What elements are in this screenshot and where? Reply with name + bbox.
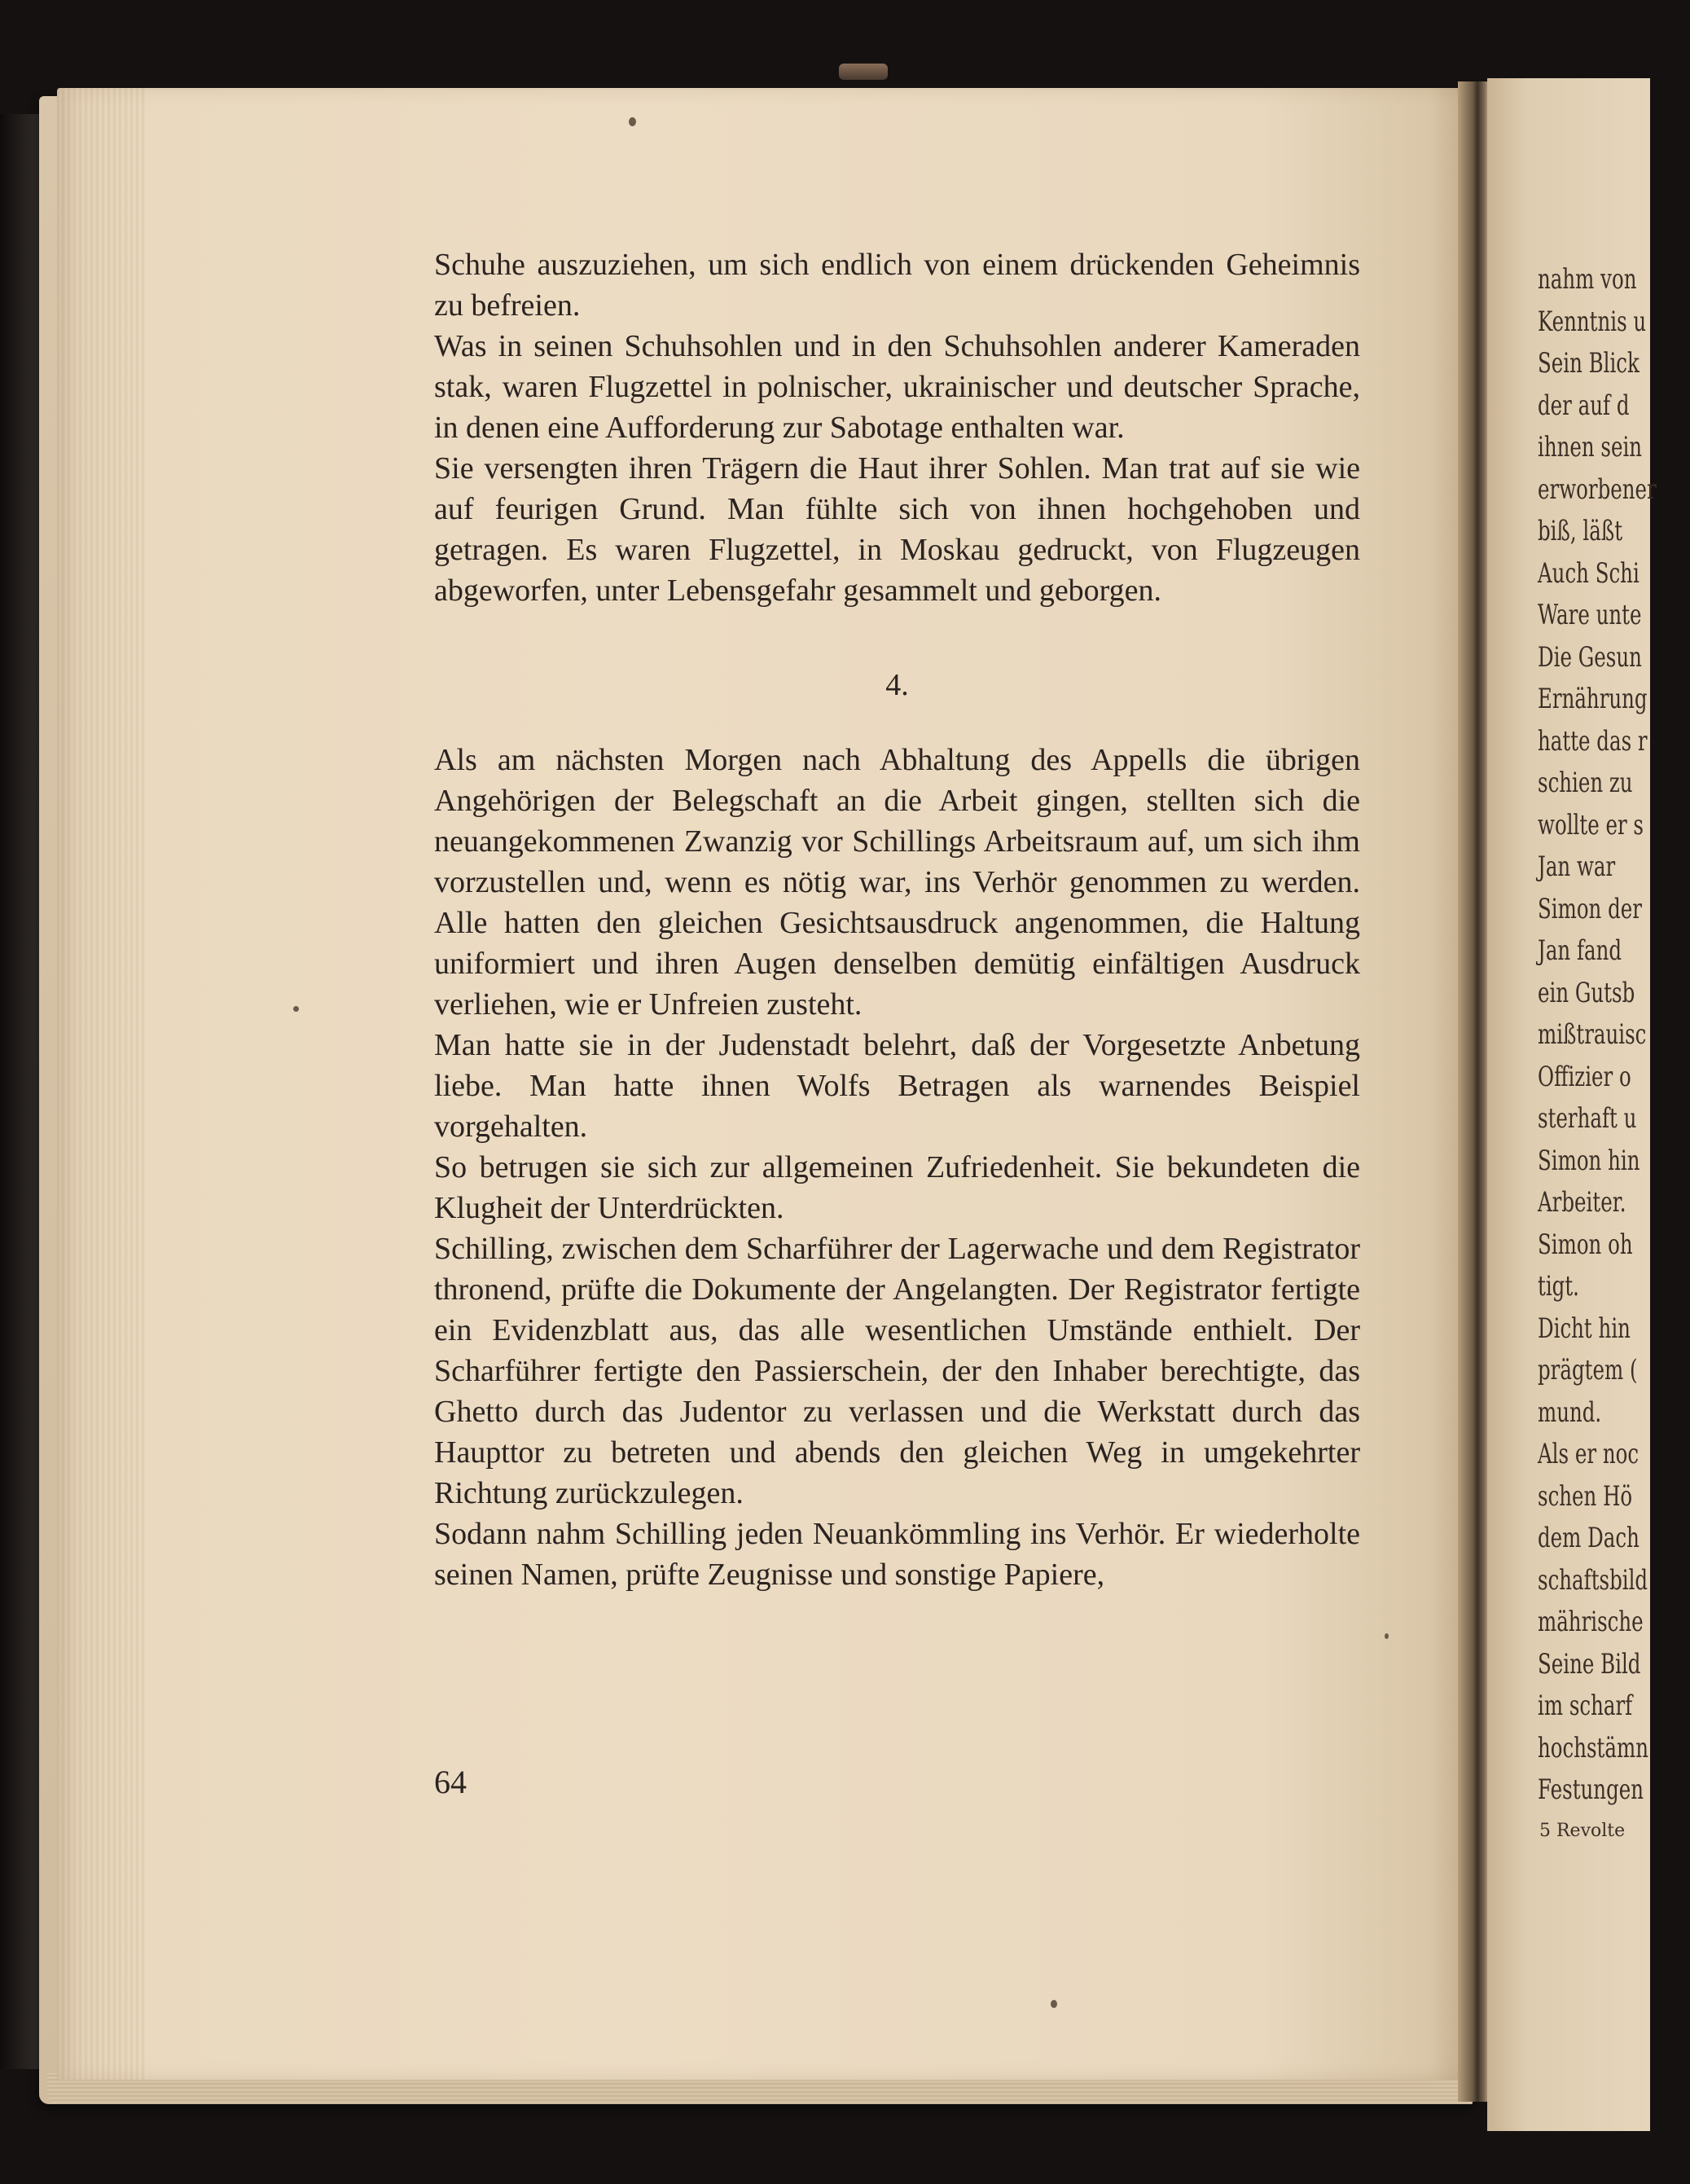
- facing-page-line: schen Hö: [1538, 1479, 1633, 1513]
- page-number: 64: [434, 1764, 467, 1800]
- facing-page-line: Arbeiter.: [1538, 1186, 1626, 1219]
- paragraph: Sodann nahm Schilling jeden Neuankömmling ins Verhör. Er wiederholte seinen Namen, prüfte Zeugnisse und sonstige Papiere,: [434, 1517, 1360, 1592]
- facing-page-line: Simon hin: [1538, 1144, 1640, 1177]
- facing-page-line: schaftsbild: [1538, 1563, 1648, 1597]
- facing-page-line: nahm von: [1538, 263, 1637, 296]
- facing-page-line: erworbener: [1538, 472, 1657, 506]
- paragraph: Schilling, zwischen dem Scharführer der Lagerwache und dem Registrator thronend, prüfte die Dokumente der Angelangten. Der Registrator fertigte ein Evidenzblatt aus, das alle wesentlichen Umstände enthielt. Der Scharführer fertigte den Passierschein, der den Inhaber berechtigte, das Ghetto durch das Judentor zu verlassen und die Werkstatt durch das Haupttor zu betreten und abends den gleichen Weg in umgekehrter Richtung zurückzulegen.: [434, 1232, 1360, 1510]
- facing-page-line: ihnen sein: [1538, 431, 1643, 464]
- section-number: 4.: [885, 668, 909, 702]
- facing-page-line: Festungen: [1538, 1773, 1644, 1806]
- paragraph: Sie versengten ihren Trägern die Haut ihrer Sohlen. Man trat auf sie wie auf feurigen Grund. Man fühlte sich von ihnen hochgehoben und getragen. Es waren Flugzettel, in Moskau gedruckt, von Flugzeugen abgeworfen, unter Lebensgefahr gesammelt und geborgen.: [434, 451, 1360, 608]
- facing-page-line: prägtem (: [1538, 1354, 1638, 1386]
- book-gutter: [1458, 81, 1490, 2102]
- facing-page-line: mährische: [1538, 1606, 1644, 1638]
- facing-page-line: mißtrauisc: [1538, 1018, 1647, 1051]
- facing-page-line: schien zu: [1538, 767, 1633, 799]
- facing-page-footer: 5 Revolte: [1539, 1821, 1626, 1841]
- facing-page-line: Simon oh: [1538, 1228, 1633, 1261]
- facing-page-line: Dicht hin: [1538, 1312, 1631, 1345]
- paper-speck: [293, 1006, 299, 1012]
- facing-page-line: ein Gutsb: [1538, 976, 1635, 1009]
- facing-page-line: Offizier o: [1538, 1060, 1631, 1093]
- facing-page-line: hochstämn: [1538, 1731, 1648, 1764]
- facing-page-line: Auch Schi: [1538, 556, 1640, 590]
- facing-page-line: sterhaft u: [1538, 1102, 1637, 1135]
- paragraph: Was in seinen Schuhsohlen und in den Schuhsohlen anderer Kameraden stak, waren Flugzettel in polnischer, ukrainischer und deutscher Sprache, in denen eine Aufforderung zur Sabotage enthalten war.: [434, 329, 1360, 445]
- facing-page-line: Ware unte: [1538, 599, 1642, 631]
- paper-speck: [1385, 1633, 1389, 1639]
- facing-page-line: biß, läßt: [1538, 515, 1623, 547]
- paragraph: Als am nächsten Morgen nach Abhaltung des Appells die übrigen Angehörigen der Belegschaft an die Arbeit gingen, stellten sich die neuangekommenen Zwanzig vor Schillings Arbeitsraum auf, um sich ihm vorzustellen und, wenn es nötig war, ins Verhör genommen zu werden. Alle hatten den gleichen Gesichtsausdruck angenommen, die Haltung uniformiert und ihren Augen denselben demütig einfältigen Ausdruck verliehen, wie er Unfreien zusteht.: [434, 743, 1360, 1022]
- paragraph: Schuhe auszuziehen, um sich endlich von einem drückenden Geheimnis zu befreien.: [434, 248, 1360, 323]
- facing-page-line: Simon der: [1538, 892, 1642, 925]
- main-text: [434, 244, 1360, 1595]
- paragraph: So betrugen sie sich zur allgemeinen Zufriedenheit. Sie bekundeten die Klugheit der Unterdrückten.: [434, 1150, 1360, 1225]
- facing-page-line: hatte das r: [1538, 724, 1648, 758]
- facing-page-line: Sein Blick: [1538, 347, 1640, 380]
- facing-page-line: Die Gesun: [1538, 640, 1642, 674]
- paragraph: Man hatte sie in der Judenstadt belehrt, daß der Vorgesetzte Anbetung liebe. Man hatte ihnen Wolfs Betragen als warnendes Beispiel vorgehalten.: [434, 1028, 1360, 1144]
- facing-page-line: mund.: [1538, 1395, 1602, 1429]
- paper-speck: [629, 117, 636, 126]
- facing-page-line: im scharf: [1538, 1690, 1633, 1722]
- paper-speck: [1051, 2000, 1057, 2008]
- facing-page-line: Jan fand: [1538, 934, 1622, 967]
- facing-page-line: wollte er s: [1538, 808, 1644, 842]
- facing-page-line: dem Dach: [1538, 1522, 1640, 1554]
- facing-page-line: tigt.: [1538, 1270, 1579, 1303]
- facing-page-line: Kenntnis u: [1538, 305, 1647, 338]
- facing-page-line: Seine Bild: [1538, 1647, 1641, 1681]
- facing-page-line: Jan war: [1538, 850, 1616, 883]
- facing-page-line: der auf d: [1538, 389, 1630, 422]
- facing-page-line: Ernährung: [1538, 683, 1648, 715]
- facing-page-text: [1538, 259, 1657, 1812]
- facing-page-line: Als er noc: [1538, 1438, 1640, 1470]
- bookmark-clasp: [839, 64, 888, 80]
